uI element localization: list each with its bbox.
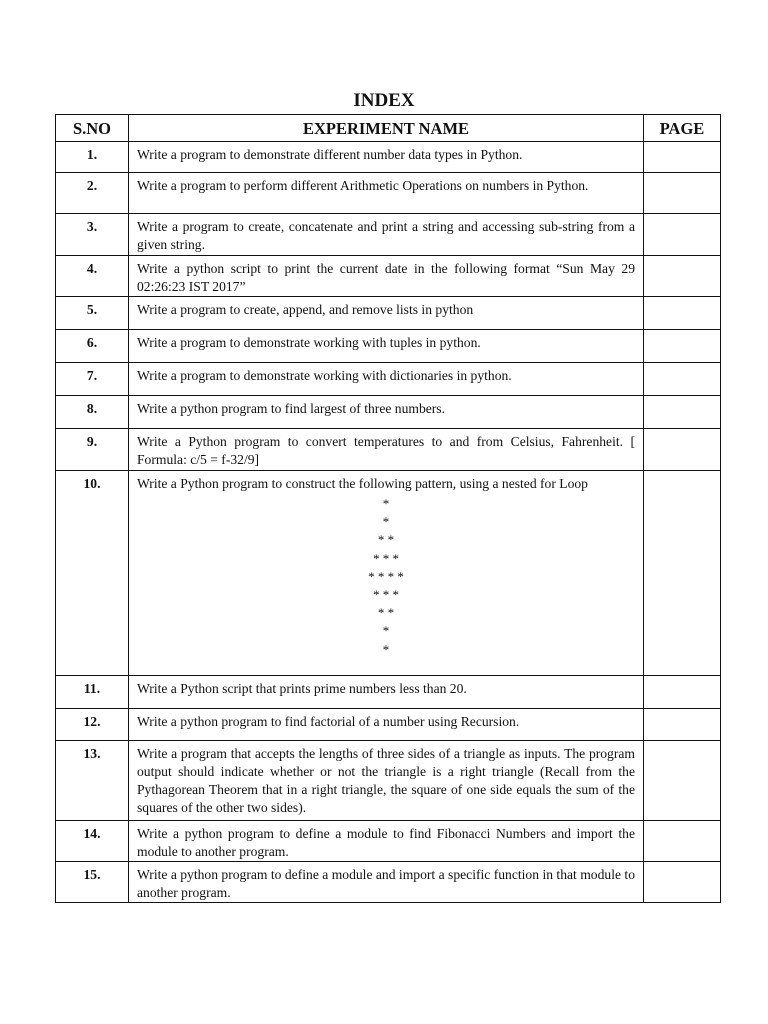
experiment-name: Write a python script to print the current date in the following format “Sun May 29 02:26:23 IST 2017” <box>137 261 635 294</box>
serial-number: 10. <box>56 471 129 676</box>
experiment-name: Write a program to create, append, and remove lists in python <box>137 302 474 317</box>
table-row <box>56 862 721 903</box>
page-cell <box>644 214 721 256</box>
experiment-name-cell <box>129 862 644 903</box>
experiment-name: Write a python program to find largest of three numbers. <box>137 401 445 416</box>
experiment-name-cell <box>129 471 644 676</box>
table-row <box>56 741 721 821</box>
serial-number: 1. <box>56 142 129 173</box>
experiment-name: Write a program that accepts the lengths of three sides of a triangle as inputs. The program output should indicate whether or not the triangle is a right triangle (Recall from the Pythagorean Theorem that in a right triangle, the square of one side equals the sum of the squares of the other two sides). <box>137 746 635 815</box>
pattern-line: * * * <box>373 587 399 603</box>
table-row <box>56 363 721 396</box>
table-row <box>56 297 721 330</box>
serial-number: 15. <box>56 862 129 903</box>
page-cell <box>644 741 721 821</box>
experiment-name-cell <box>129 821 644 862</box>
page-cell <box>644 676 721 709</box>
pattern-line: * <box>382 641 390 657</box>
serial-number: 11. <box>56 676 129 709</box>
page-cell <box>644 142 721 173</box>
experiment-name-cell <box>129 676 644 709</box>
table-row <box>56 396 721 429</box>
page-cell <box>644 471 721 676</box>
page-cell <box>644 173 721 214</box>
experiment-name-cell <box>129 297 644 330</box>
experiment-name: Write a program to perform different Arithmetic Operations on numbers in Python. <box>137 178 589 193</box>
table-row <box>56 214 721 256</box>
experiment-name: Write a python program to define a module to find Fibonacci Numbers and import the module to another program. <box>137 826 635 859</box>
pattern-line: * * <box>377 532 395 548</box>
pattern-line: * * * <box>373 550 399 566</box>
serial-number: 4. <box>56 256 129 297</box>
table-row <box>56 330 721 363</box>
experiment-name: Write a program to create, concatenate and print a string and accessing sub-string from a given string. <box>137 219 635 252</box>
experiment-name: Write a Python program to convert temperatures to and from Celsius, Fahrenheit. [ Formula: c/5 = f-32/9] <box>137 434 635 467</box>
experiment-name-cell <box>129 363 644 396</box>
page-cell <box>644 363 721 396</box>
index-table <box>55 114 721 903</box>
table-row <box>56 709 721 741</box>
serial-number: 8. <box>56 396 129 429</box>
page-cell <box>644 821 721 862</box>
header-experiment-name: EXPERIMENT NAME <box>129 115 644 142</box>
experiment-name: Write a python program to find factorial of a number using Recursion. <box>137 714 520 729</box>
page-cell <box>644 396 721 429</box>
page-cell <box>644 256 721 297</box>
experiment-name-cell <box>129 173 644 214</box>
experiment-name-cell <box>129 256 644 297</box>
experiment-name-cell <box>129 429 644 471</box>
page-cell <box>644 297 721 330</box>
experiment-name-cell <box>129 330 644 363</box>
experiment-name-cell <box>129 142 644 173</box>
page-cell <box>644 862 721 903</box>
experiment-name-cell <box>129 741 644 821</box>
serial-number: 2. <box>56 173 129 214</box>
table-row <box>56 142 721 173</box>
serial-number: 13. <box>56 741 129 821</box>
serial-number: 7. <box>56 363 129 396</box>
pattern-line: * * <box>377 605 395 621</box>
table-row <box>56 821 721 862</box>
table-row <box>56 173 721 214</box>
page-cell <box>644 709 721 741</box>
pattern-line: * <box>382 496 390 511</box>
experiment-name: Write a python program to define a module and import a specific function in that module to another program. <box>137 867 635 900</box>
table-row <box>56 676 721 709</box>
experiment-name-cell <box>129 214 644 256</box>
table-row <box>56 471 721 676</box>
experiment-name: Write a Python script that prints prime numbers less than 20. <box>137 681 467 696</box>
header-row <box>56 115 721 142</box>
experiment-name: Write a program to demonstrate working with dictionaries in python. <box>137 368 512 383</box>
pattern-line: * <box>382 623 390 639</box>
experiment-name-cell <box>129 396 644 429</box>
page-cell <box>644 429 721 471</box>
experiment-name-cell <box>129 709 644 741</box>
header-page: PAGE <box>644 115 721 142</box>
pattern-line: * * * * <box>368 568 404 584</box>
star-pattern <box>137 495 635 659</box>
table-row <box>56 256 721 297</box>
serial-number: 9. <box>56 429 129 471</box>
serial-number: 12. <box>56 709 129 741</box>
table-row <box>56 429 721 471</box>
page-title: INDEX <box>353 90 415 111</box>
experiment-name: Write a program to demonstrate different number data types in Python. <box>137 147 523 162</box>
pattern-line: * <box>382 514 390 530</box>
serial-number: 5. <box>56 297 129 330</box>
serial-number: 3. <box>56 214 129 256</box>
experiment-name: Write a program to demonstrate working with tuples in python. <box>137 335 481 350</box>
page-cell <box>644 330 721 363</box>
header-sno: S.NO <box>56 115 129 142</box>
experiment-name: Write a Python program to construct the following pattern, using a nested for Loop <box>137 476 588 491</box>
serial-number: 6. <box>56 330 129 363</box>
serial-number: 14. <box>56 821 129 862</box>
